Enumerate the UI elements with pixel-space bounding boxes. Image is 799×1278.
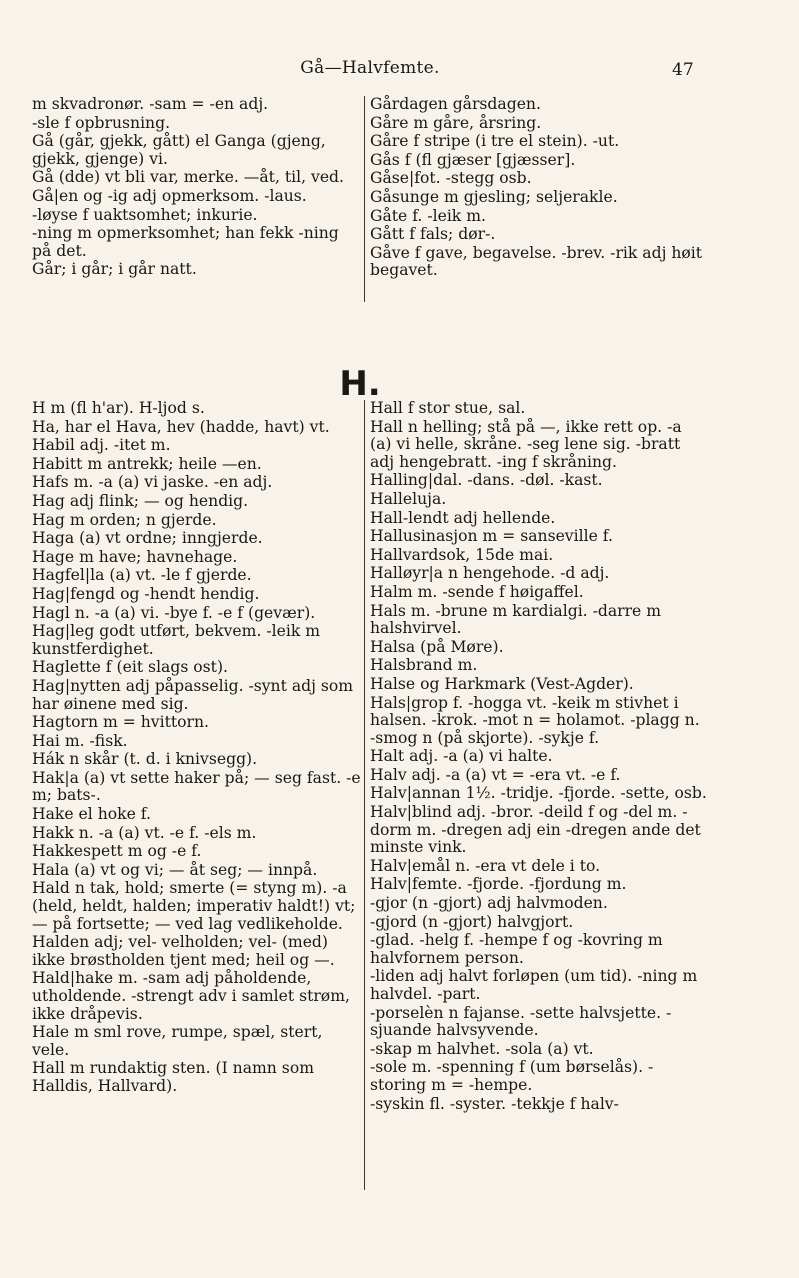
dictionary-entry: Hag|leg godt utført, bekvem. -leik m kunstferdighet. <box>32 622 321 658</box>
dictionary-entry: Habil adj. -itet m. <box>32 436 171 455</box>
dictionary-entry: Gåre m gåre, årsring. <box>370 113 542 132</box>
dictionary-entry: -løyse f uaktsomhet; inkurie. <box>32 205 258 224</box>
dictionary-entry: Halsa (på Møre). <box>370 637 504 656</box>
page-header <box>0 58 799 84</box>
dictionary-entry: Gått f fals; dør-. <box>370 225 496 244</box>
dictionary-entry: Hag adj flink; — og hendig. <box>32 491 249 510</box>
dictionary-entry: Halm m. -sende f høigaffel. <box>370 582 584 601</box>
dictionary-entry: -gjord (n -gjort) halvgjort. <box>370 912 574 931</box>
column-divider-bottom <box>364 400 365 1190</box>
dictionary-entry: Hakkespett m og -e f. <box>32 842 202 861</box>
dictionary-entry: -ning m opmerksomhet; han fekk -ning på det. <box>32 224 339 260</box>
dictionary-entry: Hag|nytten adj påpasselig. -synt adj som har øinene med sig. <box>32 676 354 713</box>
dictionary-entry: Hall-lendt adj hellende. <box>370 508 556 527</box>
dictionary-entry: Hai m. -fisk. <box>32 731 128 750</box>
dictionary-entry: Halv adj. -a (a) vt = -era vt. -e f. <box>370 765 621 784</box>
dictionary-entry: Hallusinasjon m = sanseville f. <box>370 527 613 546</box>
dictionary-entry: Hall m rundaktig sten. (I namn som Halldis, Hallvard). <box>32 1059 314 1095</box>
dictionary-entry: -sle f opbrusning. <box>32 113 171 132</box>
dictionary-entry: Halling|dal. -dans. -døl. -kast. <box>370 471 603 490</box>
dictionary-entry: Hafs m. -a (a) vi jaske. -en adj. <box>32 473 273 492</box>
dictionary-entry: -gjor (n -gjort) adj halvmoden. <box>370 894 608 913</box>
dictionary-entry: Haga (a) vt ordne; inngjerde. <box>32 529 263 548</box>
dictionary-entry: Hagfel|la (a) vt. -le f gjerde. <box>32 566 252 585</box>
dictionary-entry: m skvadronør. -sam = -en adj. <box>32 95 269 113</box>
section-letter: H. <box>339 364 381 404</box>
dictionary-entry: Gåre f stripe (i tre el stein). -ut. <box>370 132 620 151</box>
column-divider-top <box>364 96 365 302</box>
dictionary-entry: Hall n helling; stå på —, ikke rett op. -a (a) vi helle, skråne. -seg lene sig. -bratt adj hengebratt. -ing f skråning. <box>370 417 682 471</box>
dictionary-entry: Gåte f. -leik m. <box>370 206 486 225</box>
dictionary-entry: Gå|en og -ig adj opmerksom. -laus. <box>32 186 307 205</box>
dictionary-entry: Gå (går, gjekk, gått) el Ganga (gjeng, gjekk, gjenge) vi. <box>32 132 326 168</box>
column-bottom-right <box>370 400 708 1114</box>
dictionary-entry: Halsbrand m. <box>370 656 478 675</box>
dictionary-entry: Gå (dde) vt bli var, merke. —åt, til, ved. <box>32 168 344 187</box>
column-top-left <box>32 96 362 280</box>
page-number: 47 <box>672 60 694 80</box>
dictionary-entry: Hag m orden; n gjerde. <box>32 510 217 529</box>
dictionary-entry: Halt adj. -a (a) vi halte. <box>370 747 553 766</box>
dictionary-entry: Ha, har el Hava, hev (hadde, havt) vt. <box>32 417 330 436</box>
dictionary-entry: Halv|femte. -fjorde. -fjordung m. <box>370 875 627 894</box>
dictionary-entry: Hage m have; havnehage. <box>32 547 238 566</box>
dictionary-entry: Hák n skår (t. d. i knivsegg). <box>32 750 258 769</box>
dictionary-entry: Halv|emål n. -era vt dele i to. <box>370 856 601 875</box>
dictionary-entry: Hald|hake m. -sam adj påholdende, utholdende. -strengt adv i samlet strøm, ikke dråpevis. <box>32 969 350 1023</box>
dictionary-entry: Hagl n. -a (a) vi. -bye f. -e f (gevær). <box>32 603 316 622</box>
dictionary-entry: Hale m sml rove, rumpe, spæl, stert, vele. <box>32 1023 323 1059</box>
dictionary-entry: Hals m. -brune m kardialgi. -darre m halshvirvel. <box>370 601 662 638</box>
dictionary-entry: Hagtorn m = hvittorn. <box>32 713 209 732</box>
running-title: Gå—Halvfemte. <box>300 58 440 78</box>
dictionary-entry: Hake el hoke f. <box>32 805 151 824</box>
dictionary-entry: -sole m. -spenning f (um børselås). -storing m = -hempe. <box>370 1058 654 1094</box>
dictionary-entry: Halløyr|a n hengehode. -d adj. <box>370 564 610 583</box>
dictionary-entry: -skap m halvhet. -sola (a) vt. <box>370 1039 594 1058</box>
dictionary-entry: Gåve f gave, begavelse. -brev. -rik adj høit begavet. <box>370 243 703 280</box>
column-bottom-left <box>32 400 362 1097</box>
dictionary-entry: Hakk n. -a (a) vt. -e f. -els m. <box>32 823 257 842</box>
dictionary-entry: Gåsunge m gjesling; seljerakle. <box>370 187 618 206</box>
dictionary-entry: -syskin fl. -syster. -tekkje f halv- <box>370 1094 619 1113</box>
dictionary-entry: Går; i går; i går natt. <box>32 260 197 279</box>
dictionary-entry: Gårdagen gårsdagen. <box>370 95 541 113</box>
dictionary-entry: Hallvardsok, 15de mai. <box>370 545 554 564</box>
dictionary-entry: Halv|blind adj. -bror. -deild f og -del m. -dorm m. -dregen adj ein -dregen ande det minste vink. <box>370 803 701 857</box>
column-top-right <box>370 96 708 281</box>
dictionary-entry: Halden adj; vel- velholden; vel- (med) ikke brøstholden tjent med; heil og —. <box>32 933 335 969</box>
dictionary-entry: Hald n tak, hold; smerte (= styng m). -a (held, heldt, halden; imperativ haldt!) vt; — på fortsette; — ved lag vedlikeholde. <box>32 879 356 933</box>
dictionary-entry: Hak|a (a) vt sette haker på; — seg fast. -e m; bats-. <box>32 768 361 805</box>
dictionary-entry: -liden adj halvt forløpen (um tid). -ning m halvdel. -part. <box>370 967 698 1003</box>
dictionary-entry: H m (fl h'ar). H-ljod s. <box>32 399 205 417</box>
dictionary-entry: -porselèn n fajanse. -sette halvsjette. -sjuande halvsyvende. <box>370 1003 672 1040</box>
dictionary-entry: Hall f stor stue, sal. <box>370 399 526 417</box>
dictionary-entry: Halv|annan 1½. -tridje. -fjorde. -sette, osb. <box>370 784 707 803</box>
dictionary-entry: Halse og Harkmark (Vest-Agder). <box>370 674 634 693</box>
dictionary-entry: Haglette f (eit slags ost). <box>32 658 228 677</box>
dictionary-entry: Gås f (fl gjæser [gjæsser]. <box>370 150 576 169</box>
dictionary-entry: Hala (a) vt og vi; — åt seg; — innpå. <box>32 860 318 879</box>
dictionary-entry: Habitt m antrekk; heile —en. <box>32 454 262 473</box>
dictionary-entry: Halleluja. <box>370 489 447 508</box>
dictionary-entry: -glad. -helg f. -hempe f og -kovring m halvfornem person. <box>370 931 663 967</box>
dictionary-entry: Hals|grop f. -hogga vt. -keik m stivhet i halsen. -krok. -mot n = holamot. -plagg n. -smog n (på skjorte). -sykje f. <box>370 693 700 747</box>
dictionary-entry: Gåse|fot. -stegg osb. <box>370 169 532 188</box>
dictionary-entry: Hag|fengd og -hendt hendig. <box>32 584 260 603</box>
